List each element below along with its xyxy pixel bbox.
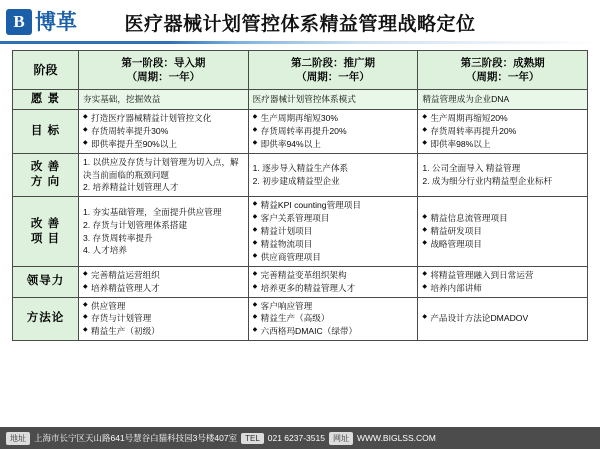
header-divider <box>0 41 600 44</box>
cell-list-item: ◆ 精益KPI counting管理项目 <box>253 199 414 212</box>
cell-list-item: ◆ 即供率94%以上 <box>253 138 414 151</box>
matrix-row <box>13 197 588 266</box>
column-title: 第一阶段：导入期 <box>121 56 206 69</box>
matrix-cell-r4-c1 <box>79 197 249 266</box>
matrix-row-label-3 <box>13 153 79 197</box>
row-label-line: 领导力 <box>26 275 65 288</box>
logo-mark-icon: B <box>6 9 32 35</box>
row-label-line: 方 向 <box>30 175 61 188</box>
cell-list-item: ◆ 客户响应管理 <box>253 300 414 313</box>
cell-list-item: ◆ 存货周转率再提升20% <box>422 125 583 138</box>
cell-list-item: ◆ 培养更多的精益管理人才 <box>253 282 414 295</box>
cell-list <box>422 93 583 106</box>
cell-list-item: ◆ 培养精益管理人才 <box>83 282 244 295</box>
cell-list <box>422 112 583 151</box>
matrix-column-header-1 <box>79 51 249 90</box>
cell-list-item: 1. 夯实基础管理，全面提升供应管理 <box>83 206 222 217</box>
matrix-column-header-2 <box>248 51 418 90</box>
cell-list-item: ◆ 客户关系管理项目 <box>253 212 414 225</box>
strategy-matrix <box>12 50 588 341</box>
cell-list-item: ◆ 精益物流项目 <box>253 238 414 251</box>
cell-list <box>422 269 583 295</box>
cell-list-item: ◆ 精益计划项目 <box>253 225 414 238</box>
row-label-line: 改 善 <box>30 161 61 173</box>
row-label-line: 项 目 <box>30 232 61 245</box>
row-label-line: 方法论 <box>26 312 65 325</box>
cell-list <box>422 162 583 188</box>
cell-list <box>83 300 244 339</box>
cell-list-item: 医疗器械计划管控体系模式 <box>252 94 356 105</box>
matrix-cell-r5-c2 <box>248 266 418 297</box>
matrix-container <box>0 44 600 341</box>
matrix-cell-r2-c3 <box>418 109 588 153</box>
matrix-column-header-3 <box>418 51 588 90</box>
matrix-cell-r1-c3 <box>418 90 588 110</box>
cell-list <box>422 212 583 251</box>
matrix-row <box>13 109 588 153</box>
cell-list-item: ◆ 供应管理 <box>83 300 244 313</box>
matrix-cell-r1-c2 <box>248 90 418 110</box>
cell-list-item: ◆ 精益生产（高级） <box>253 312 414 325</box>
cell-list <box>83 156 244 195</box>
cell-list-item: 1. 公司全面导入 精益管理 <box>422 163 521 174</box>
matrix-row-label-2 <box>13 109 79 153</box>
cell-list <box>83 269 244 295</box>
cell-list <box>253 93 414 106</box>
cell-list <box>253 300 414 339</box>
cell-list-item: 夯实基础，挖掘效益 <box>83 94 161 105</box>
column-title: 第三阶段：成熟期 <box>460 56 545 69</box>
cell-list <box>253 162 414 188</box>
cell-list-item: 3. 存货周转率提升 <box>83 232 153 243</box>
matrix-cell-r2-c1 <box>79 109 249 153</box>
matrix-row-label-1 <box>13 90 79 110</box>
matrix-cell-r5-c3 <box>418 266 588 297</box>
cell-list-item: 精益管理成为企业DNA <box>422 94 510 105</box>
matrix-row-label-6 <box>13 297 79 341</box>
matrix-cell-r2-c2 <box>248 109 418 153</box>
cell-list <box>253 199 414 263</box>
cell-list <box>83 93 244 106</box>
matrix-corner-label: 阶段 <box>13 51 79 90</box>
matrix-cell-r3-c1 <box>79 153 249 197</box>
row-label-line: 愿 景 <box>30 93 61 105</box>
row-label-line: 改 善 <box>30 217 61 230</box>
address-text: 上海市长宁区天山路641号慧谷白猫科技园3号楼407室 <box>34 433 238 443</box>
cell-list-item: ◆ 存货周转率再提升20% <box>253 125 414 138</box>
matrix-cell-r6-c3 <box>418 297 588 341</box>
cell-list-item: ◆ 生产周期再缩短20% <box>422 112 583 125</box>
cell-list <box>253 112 414 151</box>
cell-list-item: ◆ 精益生产（初级） <box>83 325 244 338</box>
matrix-row <box>13 266 588 297</box>
matrix-cell-r3-c3 <box>418 153 588 197</box>
matrix-cell-r3-c2 <box>248 153 418 197</box>
matrix-cell-r4-c3 <box>418 197 588 266</box>
cell-list <box>83 206 244 258</box>
cell-list-item: 2. 培养精益计划管理人才 <box>83 182 179 193</box>
cell-list <box>83 112 244 151</box>
cell-list-item: ◆ 完善精益变革组织架构 <box>253 269 414 282</box>
tel-tag: TEL <box>241 433 264 444</box>
cell-list-item: ◆ 培养内部讲师 <box>422 282 583 295</box>
cell-list-item: ◆ 精益信息流管理项目 <box>422 212 583 225</box>
logo-text: 博革 <box>35 10 77 34</box>
matrix-cell-r4-c2 <box>248 197 418 266</box>
tel-text: 021 6237-3515 <box>267 433 325 443</box>
column-period: （周期：一年） <box>465 71 540 83</box>
cell-list-item: 2. 成为细分行业内精益型企业标杆 <box>422 175 553 186</box>
address-tag: 地址 <box>6 432 30 445</box>
cell-list-item: 4. 人才培养 <box>83 245 127 256</box>
cell-list-item: ◆ 存货周转率提升30% <box>83 125 244 138</box>
matrix-row-label-5 <box>13 266 79 297</box>
cell-list-item: ◆ 产品设计方法论DMADOV <box>422 312 583 325</box>
slide-header <box>0 0 600 44</box>
matrix-row-label-4 <box>13 197 79 266</box>
page-title: 医疗器械计划管控体系精益管理战略定位 <box>124 13 476 35</box>
cell-list-item: ◆ 存货与计划管理 <box>83 312 244 325</box>
cell-list-item: ◆ 即供率提升至90%以上 <box>83 138 244 151</box>
matrix-header-row <box>13 51 588 90</box>
cell-list-item: ◆ 战略管理项目 <box>422 238 583 251</box>
column-title: 第二阶段：推广期 <box>290 56 375 69</box>
cell-list <box>253 269 414 295</box>
cell-list-item: 1. 逐步导入精益生产体系 <box>252 163 349 174</box>
cell-list-item: ◆ 供应商管理项目 <box>253 251 414 264</box>
matrix-cell-r6-c1 <box>79 297 249 341</box>
cell-list-item: ◆ 生产周期再缩短30% <box>253 112 414 125</box>
cell-list <box>422 312 583 325</box>
matrix-cell-r6-c2 <box>248 297 418 341</box>
cell-list-item: 2. 存货与计划管理体系搭建 <box>83 219 188 230</box>
web-tag: 网址 <box>329 432 353 445</box>
column-period: （周期：一年） <box>296 71 370 83</box>
matrix-row <box>13 90 588 110</box>
cell-list-item: ◆ 将精益管理融入到日常运营 <box>422 269 583 282</box>
cell-list-item: 1. 以供应及存货与计划管理为切入点，解决当前面临的瓶颈问题 <box>83 156 239 180</box>
cell-list-item: ◆ 精益研发项目 <box>422 225 583 238</box>
cell-list-item: ◆ 六西格玛DMAIC（绿带） <box>253 325 414 338</box>
web-text: WWW.BIGLSS.COM <box>356 433 436 443</box>
matrix-cell-r5-c1 <box>79 266 249 297</box>
column-period: （周期：一年） <box>126 71 201 83</box>
matrix-cell-r1-c1 <box>79 90 249 110</box>
slide-footer <box>0 427 600 449</box>
matrix-row <box>13 297 588 341</box>
cell-list-item: 2. 初步建成精益型企业 <box>252 175 340 186</box>
matrix-row <box>13 153 588 197</box>
cell-list-item: ◆ 完善精益运营组织 <box>83 269 244 282</box>
cell-list-item: ◆ 即供率98%以上 <box>422 138 583 151</box>
cell-list-item: ◆ 打造医疗器械精益计划管控文化 <box>83 112 244 125</box>
row-label-line: 目 标 <box>30 124 61 137</box>
